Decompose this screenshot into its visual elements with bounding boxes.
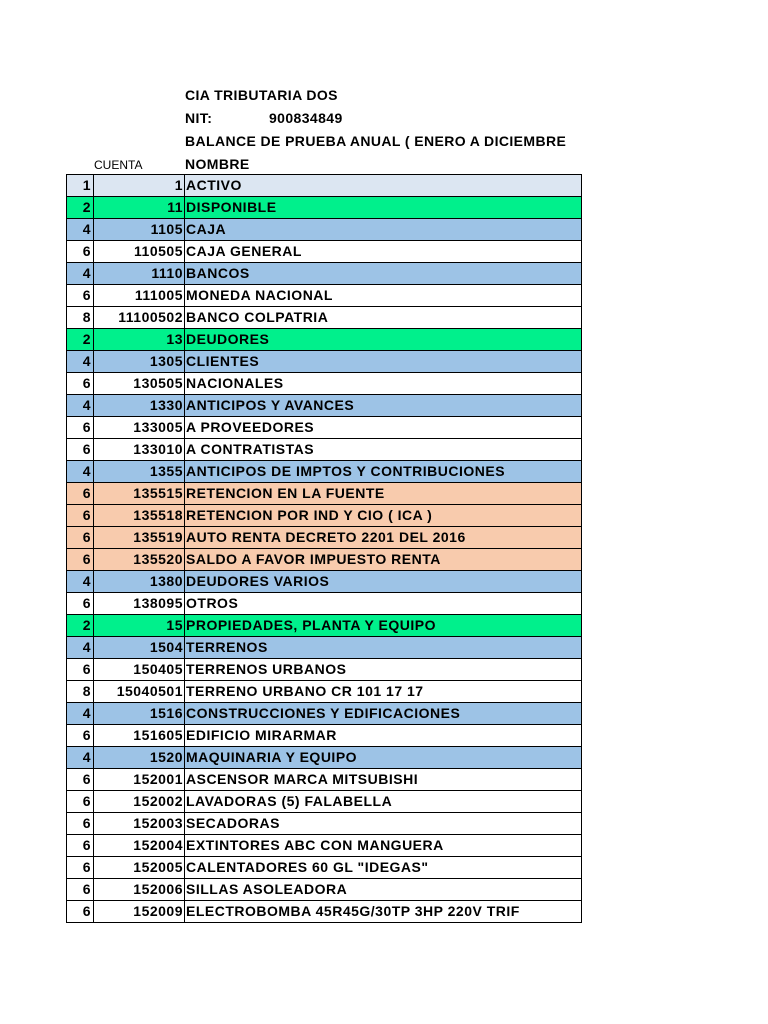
level-cell[interactable]: 2	[67, 615, 94, 637]
account-name-cell[interactable]: TERRENO URBANO CR 101 17 17	[185, 681, 582, 703]
level-cell[interactable]: 6	[67, 285, 94, 307]
level-cell[interactable]: 2	[67, 329, 94, 351]
account-code-cell[interactable]: 111005	[94, 285, 185, 307]
account-name-cell[interactable]: EXTINTORES ABC CON MANGUERA	[185, 835, 582, 857]
level-cell[interactable]: 4	[67, 395, 94, 417]
level-cell[interactable]: 6	[67, 791, 94, 813]
account-code-cell[interactable]: 1355	[94, 461, 185, 483]
account-code-cell[interactable]: 152001	[94, 769, 185, 791]
company-name: CIA TRIBUTARIA DOS	[185, 87, 338, 103]
level-cell[interactable]: 4	[67, 263, 94, 285]
table-row[interactable]	[67, 461, 582, 483]
table-row[interactable]	[67, 285, 582, 307]
table-row[interactable]	[67, 483, 582, 505]
level-cell[interactable]: 6	[67, 241, 94, 263]
level-cell[interactable]: 4	[67, 571, 94, 593]
account-name-cell[interactable]: CLIENTES	[185, 351, 582, 373]
account-name-cell[interactable]: MAQUINARIA Y EQUIPO	[185, 747, 582, 769]
account-name-cell[interactable]: OTROS	[185, 593, 582, 615]
accounts-table-body	[67, 175, 582, 923]
account-code-cell[interactable]: 110505	[94, 241, 185, 263]
level-cell[interactable]: 6	[67, 769, 94, 791]
account-name-cell[interactable]: RETENCION EN LA FUENTE	[185, 483, 582, 505]
account-code-cell[interactable]: 135519	[94, 527, 185, 549]
table-row[interactable]	[67, 549, 582, 571]
account-code-cell[interactable]: 152003	[94, 813, 185, 835]
account-name-cell[interactable]: BANCO COLPATRIA	[185, 307, 582, 329]
level-cell[interactable]: 6	[67, 901, 94, 923]
account-name-cell[interactable]: MONEDA NACIONAL	[185, 285, 582, 307]
level-cell[interactable]: 1	[67, 175, 94, 197]
account-name-cell[interactable]: ACTIVO	[185, 175, 582, 197]
level-cell[interactable]: 6	[67, 417, 94, 439]
account-name-cell[interactable]: RETENCION POR IND Y CIO ( ICA )	[185, 505, 582, 527]
account-code-cell[interactable]: 152005	[94, 857, 185, 879]
level-cell[interactable]: 4	[67, 351, 94, 373]
table-row[interactable]	[67, 373, 582, 395]
account-code-cell[interactable]: 135520	[94, 549, 185, 571]
table-row[interactable]	[67, 197, 582, 219]
account-code-cell[interactable]: 1520	[94, 747, 185, 769]
level-cell[interactable]: 4	[67, 637, 94, 659]
table-row[interactable]	[67, 659, 582, 681]
table-row[interactable]	[67, 307, 582, 329]
account-code-cell[interactable]: 133010	[94, 439, 185, 461]
table-row[interactable]	[67, 527, 582, 549]
level-cell[interactable]: 6	[67, 879, 94, 901]
level-cell[interactable]: 8	[67, 307, 94, 329]
account-name-cell[interactable]: SECADORAS	[185, 813, 582, 835]
account-name-cell[interactable]: CAJA GENERAL	[185, 241, 582, 263]
account-name-cell[interactable]: SALDO A FAVOR IMPUESTO RENTA	[185, 549, 582, 571]
level-cell[interactable]: 6	[67, 527, 94, 549]
report-title: BALANCE DE PRUEBA ANUAL ( ENERO A DICIEMBRE	[185, 133, 567, 149]
account-code-cell[interactable]: 1105	[94, 219, 185, 241]
account-code-cell[interactable]: 152004	[94, 835, 185, 857]
account-code-cell[interactable]: 11100502	[94, 307, 185, 329]
account-name-cell[interactable]: CONSTRUCCIONES Y EDIFICACIONES	[185, 703, 582, 725]
nit-value: 900834849	[269, 110, 343, 126]
level-cell[interactable]: 6	[67, 505, 94, 527]
table-row[interactable]	[67, 857, 582, 879]
account-name-cell[interactable]: LAVADORAS (5) FALABELLA	[185, 791, 582, 813]
account-code-cell[interactable]: 130505	[94, 373, 185, 395]
level-cell[interactable]: 6	[67, 835, 94, 857]
account-name-cell[interactable]: NACIONALES	[185, 373, 582, 395]
nit-label: NIT:	[185, 110, 213, 126]
table-row[interactable]	[67, 901, 582, 923]
table-row[interactable]	[67, 395, 582, 417]
table-row[interactable]	[67, 835, 582, 857]
level-cell[interactable]: 4	[67, 219, 94, 241]
table-row[interactable]	[67, 571, 582, 593]
account-code-cell[interactable]: 138095	[94, 593, 185, 615]
nit-line	[185, 110, 343, 126]
level-cell[interactable]: 6	[67, 483, 94, 505]
account-name-cell[interactable]: BANCOS	[185, 263, 582, 285]
table-row[interactable]	[67, 263, 582, 285]
table-row[interactable]	[67, 219, 582, 241]
level-cell[interactable]: 6	[67, 549, 94, 571]
table-row[interactable]	[67, 615, 582, 637]
account-name-cell[interactable]: DEUDORES VARIOS	[185, 571, 582, 593]
account-code-cell[interactable]: 135515	[94, 483, 185, 505]
table-row[interactable]	[67, 879, 582, 901]
account-code-cell[interactable]: 1110	[94, 263, 185, 285]
account-code-cell[interactable]: 152006	[94, 879, 185, 901]
table-row[interactable]	[67, 175, 582, 197]
account-name-cell[interactable]: EDIFICIO MIRARMAR	[185, 725, 582, 747]
account-name-cell[interactable]: TERRENOS URBANOS	[185, 659, 582, 681]
account-name-cell[interactable]: ELECTROBOMBA 45R45G/30TP 3HP 220V TRIF	[185, 901, 582, 923]
level-cell[interactable]: 4	[67, 703, 94, 725]
level-cell[interactable]: 6	[67, 725, 94, 747]
account-name-cell[interactable]: ANTICIPOS Y AVANCES	[185, 395, 582, 417]
level-cell[interactable]: 4	[67, 747, 94, 769]
account-code-cell[interactable]: 1504	[94, 637, 185, 659]
table-row[interactable]	[67, 747, 582, 769]
column-header-cuenta: CUENTA	[94, 158, 143, 172]
account-code-cell[interactable]: 1380	[94, 571, 185, 593]
table-row[interactable]	[67, 769, 582, 791]
table-row[interactable]	[67, 813, 582, 835]
level-cell[interactable]: 4	[67, 461, 94, 483]
table-row[interactable]	[67, 681, 582, 703]
account-code-cell[interactable]: 1330	[94, 395, 185, 417]
account-code-cell[interactable]: 152009	[94, 901, 185, 923]
account-code-cell[interactable]: 11	[94, 197, 185, 219]
account-code-cell[interactable]: 15040501	[94, 681, 185, 703]
account-name-cell[interactable]: DISPONIBLE	[185, 197, 582, 219]
account-code-cell[interactable]: 152002	[94, 791, 185, 813]
table-row[interactable]	[67, 637, 582, 659]
level-cell[interactable]: 6	[67, 593, 94, 615]
accounts-table	[66, 174, 582, 923]
account-code-cell[interactable]: 151605	[94, 725, 185, 747]
account-name-cell[interactable]: SILLAS ASOLEADORA	[185, 879, 582, 901]
table-row[interactable]	[67, 439, 582, 461]
account-name-cell[interactable]: A PROVEEDORES	[185, 417, 582, 439]
account-code-cell[interactable]: 133005	[94, 417, 185, 439]
account-code-cell[interactable]: 135518	[94, 505, 185, 527]
level-cell[interactable]: 6	[67, 439, 94, 461]
level-cell[interactable]: 6	[67, 373, 94, 395]
table-row[interactable]	[67, 417, 582, 439]
level-cell[interactable]: 6	[67, 659, 94, 681]
account-code-cell[interactable]: 1305	[94, 351, 185, 373]
account-name-cell[interactable]: PROPIEDADES, PLANTA Y EQUIPO	[185, 615, 582, 637]
table-row[interactable]	[67, 725, 582, 747]
account-code-cell[interactable]: 13	[94, 329, 185, 351]
account-code-cell[interactable]: 15	[94, 615, 185, 637]
account-name-cell[interactable]: ASCENSOR MARCA MITSUBISHI	[185, 769, 582, 791]
table-row[interactable]	[67, 791, 582, 813]
account-code-cell[interactable]: 1516	[94, 703, 185, 725]
account-name-cell[interactable]: CALENTADORES 60 GL "IDEGAS"	[185, 857, 582, 879]
table-row[interactable]	[67, 505, 582, 527]
level-cell[interactable]: 6	[67, 813, 94, 835]
level-cell[interactable]: 6	[67, 857, 94, 879]
account-name-cell[interactable]: ANTICIPOS DE IMPTOS Y CONTRIBUCIONES	[185, 461, 582, 483]
column-header-nombre: NOMBRE	[185, 156, 250, 172]
table-row[interactable]	[67, 241, 582, 263]
account-name-cell[interactable]: CAJA	[185, 219, 582, 241]
account-name-cell[interactable]: TERRENOS	[185, 637, 582, 659]
table-row[interactable]	[67, 351, 582, 373]
account-name-cell[interactable]: DEUDORES	[185, 329, 582, 351]
table-row[interactable]	[67, 329, 582, 351]
account-name-cell[interactable]: AUTO RENTA DECRETO 2201 DEL 2016	[185, 527, 582, 549]
account-code-cell[interactable]: 1	[94, 175, 185, 197]
table-row[interactable]	[67, 593, 582, 615]
level-cell[interactable]: 2	[67, 197, 94, 219]
level-cell[interactable]: 8	[67, 681, 94, 703]
table-row[interactable]	[67, 703, 582, 725]
account-code-cell[interactable]: 150405	[94, 659, 185, 681]
account-name-cell[interactable]: A CONTRATISTAS	[185, 439, 582, 461]
